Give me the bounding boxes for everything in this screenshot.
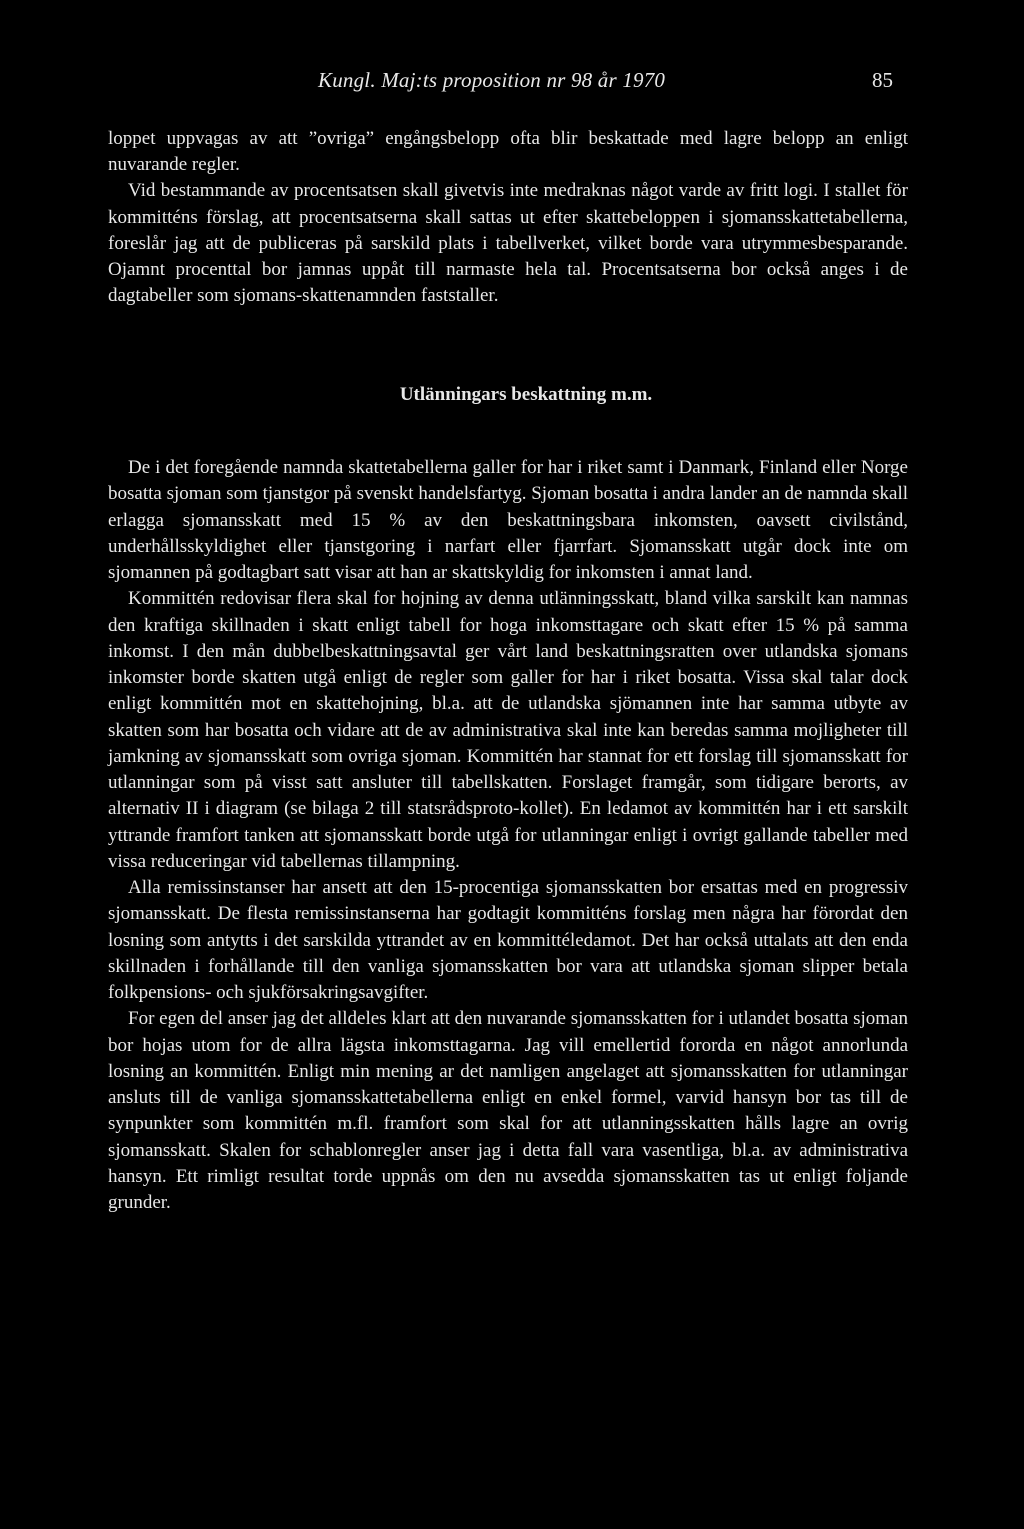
page-number: 85: [872, 68, 893, 92]
running-title: Kungl. Maj:ts proposition nr 98 år 1970: [318, 68, 666, 92]
paragraph: De i det foregående namnda skattetabellerna galler for har i riket samt i Danmark, Finland eller Norge bosatta sjoman som tjanstgor på svenskt handelsfartyg. Sjoman bosatta i andra lander an de namnda skall erlagga sjomansskatt med 15 % av den beskattningsbara inkomsten, oavsett civilstånd, underhållsskyldighet eller tjanstgoring i narfart eller fjarrfart. Sjomansskatt utgår dock inte om sjomannen på godtagbart satt visar att han ar skattskyldig for inkomsten i annat land.: [108, 457, 908, 583]
intro-text-block: [108, 126, 908, 309]
paragraph: Kommittén redovisar flera skal for hojning av denna utlänningsskatt, bland vilka sarskilt kan namnas den kraftiga skillnaden i skatt enligt tabell for hoga inkomsttagare och skatt efter 15 % på samma inkomst. I den mån dubbelbeskattningsavtal ger vårt land beskattningsratten over utlandska sjomans inkomster borde skatten utgå enligt de regler som galler for har i riket bosatta. Vissa skal talar dock enligt kommittén mot en skattehojning, bl.a. att de utlandska sjömannen inte har samma utbyte av skatten som har bosatta och vidare att de av administrativa skal inte kan beredas samma mojligheter till jamkning av sjomansskatt som ovriga sjoman. Kommittén har stannat for ett forslag till sjomansskatt for utlanningar som på visst satt ansluter till tabellskatten. Forslaget framgår, som tidigare berorts, av alternativ II i diagram (se bilaga 2 till statsrådsproto-kollet). En ledamot av kommittén har i ett sarskilt yttrande framfort tanken att sjomansskatt borde utgå for utlanningar enligt i ovrigt gallande tabeller med vissa reduceringar vid tabellernas tillampning.: [108, 588, 908, 872]
paragraph: For egen del anser jag det alldeles klart att den nuvarande sjomansskatten for i utlandet bosatta sjoman bor hojas utom for de allra lägsta inkomsttagarna. Jag vill emellertid fororda en något annorlunda losning an kommittén. Enligt min mening ar det namligen angelaget att sjomansskatten for utlanningar ansluts till de vanliga sjomansskattetabellerna enligt en enkel formel, varvid hansyn bor tas till de synpunkter som kommittén m.fl. framfort som skal for att utlanningsskatten hålls lagre an ovrig sjomansskatt. Skalen for schablonregler anser jag i detta fall vara vasentliga, bl.a. av administrativa hansyn. Ett rimligt resultat torde uppnås om den nu avsedda sjomansskatten tas ut enligt foljande grunder.: [108, 1008, 908, 1213]
page-header: [0, 68, 1024, 102]
paragraph: Vid bestammande av procentsatsen skall givetvis inte medraknas något varde av fritt logi. I stallet för kommitténs förslag, att procentsatserna skall sattas ut efter skattebeloppen i sjomansskattetabellerna, foreslår jag att de publiceras på sarskild plats i tabellverket, vilket borde vara utrymmesbesparande. Ojamnt procenttal bor jamnas uppåt till narmaste hela tal. Procentsatserna bor också anges i de dagtabeller som sjomans-skattenamnden faststaller.: [108, 180, 908, 307]
paragraph: loppet uppvagas av att ”ovriga” engångsbelopp ofta blir beskattade med lagre belopp an enligt nuvarande regler.: [108, 128, 908, 176]
section-heading-text: Utlänningars beskattning m.m.: [399, 384, 653, 405]
paragraph: Alla remissinstanser har ansett att den 15-procentiga sjomansskatten bor ersattas med en progressiv sjomansskatt. De flesta remissinstanserna har godtagit kommitténs forslag men några har förordat den losning som antytts i det sarskilda yttrandet av en kommittéledamot. Det har också uttalats att den enda skillnaden i forhållande till den vanliga sjomansskatten bor vara att utlandska sjoman slipper betala folkpensions- och sjukförsakringsavgifter.: [108, 877, 908, 1003]
section-heading: [0, 384, 1024, 406]
section-text-block: [108, 455, 908, 1216]
